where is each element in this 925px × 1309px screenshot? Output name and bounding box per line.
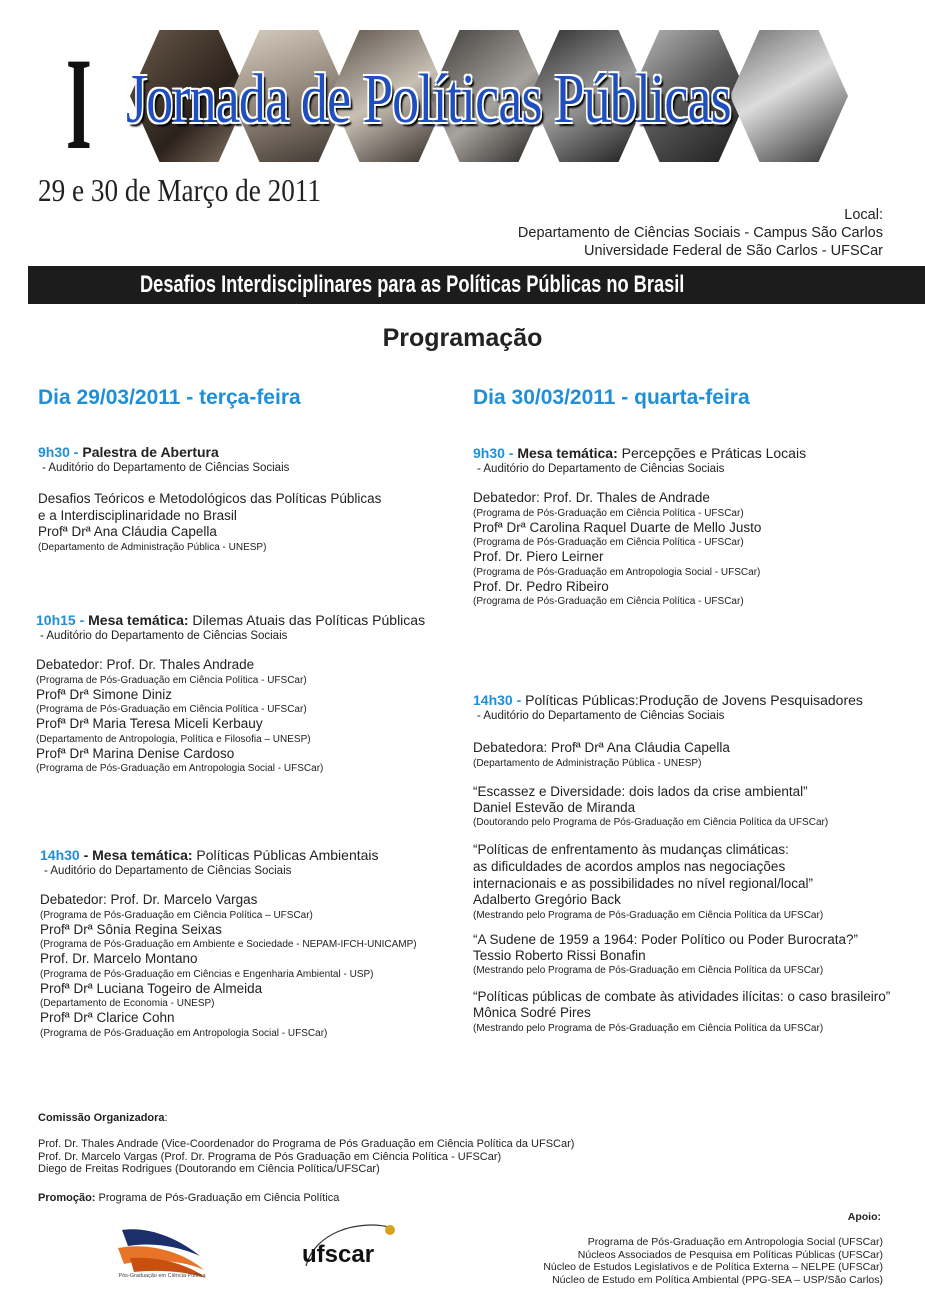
talk-author: Tessio Roberto Rissi Bonafin — [473, 947, 646, 963]
session-label: Mesa temática: — [517, 445, 618, 461]
support-heading: Apoio: — [847, 1211, 881, 1223]
venue-block — [518, 206, 883, 260]
program-heading: Programação — [382, 324, 543, 352]
participant-affiliation: (Programa de Pós-Graduação em Ciência Política - UFSCar) — [473, 537, 744, 548]
participant-affiliation: (Departamento de Economia - UNESP) — [40, 998, 215, 1009]
support-list — [543, 1236, 883, 1286]
talk-title: internacionais e as possibilidades no nível regional/local” — [473, 876, 813, 891]
session-location: - Auditório do Departamento de Ciências Sociais — [477, 710, 725, 722]
session-header — [473, 692, 903, 709]
edition-roman-numeral: I — [66, 30, 92, 177]
talk-title: “Políticas de enfrentamento às mudanças climáticas: — [473, 842, 789, 857]
day1-session-dilemas — [36, 612, 466, 775]
venue-line-1: Departamento de Ciências Sociais - Campus São Carlos — [517, 225, 883, 241]
talk-title: “Escassez e Diversidade: dois lados da crise ambiental” — [473, 783, 808, 799]
speaker-affiliation: (Departamento de Administração Pública - UNESP) — [38, 541, 267, 553]
participant-name: Prof. Dr. Piero Leirner — [473, 549, 604, 564]
day1-heading: Dia 29/03/2011 - terça-feira — [38, 386, 301, 409]
participant-name: Debatedor: Prof. Dr. Marcelo Vargas — [40, 892, 258, 907]
session-title: Políticas Públicas:Produção de Jovens Pesquisadores — [525, 692, 863, 708]
participant-affiliation: (Programa de Pós-Graduação em Ciência Política - UFSCar) — [473, 596, 744, 607]
support-item: Núcleo de Estudo em Política Ambiental (PPG-SEA – USP/São Carlos) — [552, 1273, 883, 1286]
ppgpol-logo — [108, 1212, 218, 1292]
session-title: Políticas Públicas Ambientais — [192, 847, 379, 863]
promotion-label: Promoção: — [38, 1192, 96, 1204]
session-label: Mesa temática: — [88, 612, 189, 628]
talk-author-affiliation: (Mestrando pelo Programa de Pós-Graduação em Ciência Política da UFSCar) — [473, 965, 824, 976]
session-location: - Auditório do Departamento de Ciências Sociais — [44, 865, 292, 877]
day1-session-opening — [38, 444, 468, 554]
lecture-title-line-1: Desafios Teóricos e Metodológicos das Políticas Públicas — [38, 491, 382, 506]
talk-author: Mônica Sodré Pires — [473, 1005, 591, 1020]
session-title: Palestra de Abertura — [82, 444, 219, 460]
support-item: Programa de Pós-Graduação em Antropologia Social (UFSCar) — [587, 1236, 883, 1248]
speaker-name: Profª Drª Ana Cláudia Capella — [38, 524, 217, 539]
participant-affiliation: (Programa de Pós-Graduação em Antropologia Social - UFSCar) — [473, 566, 761, 578]
portrait-7 — [730, 30, 848, 162]
participant-name: Profª Drª Carolina Raquel Duarte de Mello Justo — [473, 519, 762, 535]
talk-title: “Políticas públicas de combate às atividades ilícitas: o caso brasileiro” — [473, 989, 891, 1004]
participant-affiliation: (Programa de Pós-Graduação em Antropologia Social - UFSCar) — [36, 763, 324, 774]
session-label: - Mesa temática: — [79, 847, 193, 863]
session-location: - Auditório do Departamento de Ciências Sociais — [40, 630, 288, 642]
participant-name: Debatedor: Prof. Dr. Thales de Andrade — [473, 490, 710, 505]
event-title: Jornada de Políticas Públicas — [126, 61, 731, 138]
committee-heading — [38, 1112, 574, 1124]
talk-author-affiliation: (Mestrando pelo Programa de Pós-Graduação em Ciência Política da UFSCar) — [473, 909, 824, 921]
talk-title: as dificuldades de acordos amplos nas negociações — [473, 859, 786, 874]
participant-name: Debatedor: Prof. Dr. Thales Andrade — [36, 657, 255, 672]
session-header — [36, 612, 466, 629]
promotion-line — [38, 1192, 339, 1204]
session-time: 10h15 - — [36, 612, 89, 628]
talk-author: Adalberto Gregório Back — [473, 892, 621, 907]
ufscar-logo — [296, 1212, 406, 1284]
session-location: - Auditório do Departamento de Ciências Sociais — [477, 463, 725, 475]
participant-name: Profª Drª Luciana Togeiro de Almeida — [40, 980, 263, 996]
day1-session-ambientais — [40, 847, 470, 1040]
organizing-committee — [38, 1112, 574, 1176]
venue-line-2: Universidade Federal de São Carlos - UFSCar — [584, 243, 883, 259]
day2-session-jovens — [473, 692, 903, 1035]
session-location: - Auditório do Departamento de Ciências Sociais — [42, 462, 290, 474]
participant-affiliation: (Departamento de Antropologia, Política e Filosofia – UNESP) — [36, 733, 311, 745]
talk-author: Daniel Estevão de Miranda — [473, 799, 636, 815]
committee-member: Prof. Dr. Marcelo Vargas (Prof. Dr. Programa de Pós Graduação em Ciência Política - UFSCar) — [38, 1150, 502, 1163]
participant-affiliation: (Programa de Pós-Graduação em Ciência Política - UFSCar) — [473, 507, 744, 519]
committee-colon: : — [164, 1112, 168, 1124]
participant-affiliation: (Programa de Pós-Graduação em Antropologia Social - UFSCar) — [40, 1027, 328, 1039]
header-banner — [30, 20, 900, 177]
support-item: Núcleo de Estudos Legislativos e de Política Externa – NELPE (UFSCar) — [543, 1261, 883, 1273]
session-header — [473, 445, 903, 462]
session-header — [38, 444, 468, 461]
participant-name: Profª Drª Sônia Regina Seixas — [40, 921, 222, 937]
session-title: Dilemas Atuais das Políticas Públicas — [188, 612, 426, 628]
ppgpol-logo-caption: Pós-Graduação em Ciência Política — [118, 1273, 206, 1279]
session-time: 14h30 - — [473, 692, 526, 708]
participant-affiliation: (Programa de Pós-Graduação em Ciência Política – UFSCar) — [40, 909, 313, 921]
promotion-value: Programa de Pós-Graduação em Ciência Política — [95, 1192, 340, 1204]
session-time: 9h30 - — [38, 444, 83, 460]
ufscar-logo-text: ufscar — [302, 1241, 375, 1268]
participant-name: Profª Drª Clarice Cohn — [40, 1010, 175, 1025]
event-dates: 29 e 30 de Março de 2011 — [38, 172, 321, 208]
day2-session-percepcoes — [473, 445, 903, 608]
participant-affiliation: (Programa de Pós-Graduação em Ambiente e Sociedade - NEPAM-IFCH-UNICAMP) — [40, 939, 417, 950]
talk-title: “A Sudene de 1959 a 1964: Poder Político ou Poder Burocrata?” — [473, 931, 859, 947]
talk-author-affiliation: (Mestrando pelo Programa de Pós-Graduação em Ciência Política da UFSCar) — [473, 1022, 824, 1034]
session-header — [40, 847, 470, 864]
participant-affiliation: (Programa de Pós-Graduação em Ciências e Engenharia Ambiental - USP) — [40, 968, 374, 980]
session-time: 14h30 — [40, 847, 80, 863]
moderator-affiliation: (Departamento de Administração Pública - UNESP) — [473, 757, 702, 769]
logo-sun — [385, 1225, 395, 1235]
support-item: Núcleos Associados de Pesquisa em Políticas Públicas (UFSCar) — [577, 1248, 883, 1261]
participant-name: Prof. Dr. Marcelo Montano — [40, 951, 198, 966]
participant-affiliation: (Programa de Pós-Graduação em Ciência Política - UFSCar) — [36, 674, 307, 686]
session-title: Percepções e Práticas Locais — [617, 445, 807, 461]
day2-heading: Dia 30/03/2011 - quarta-feira — [473, 386, 750, 409]
event-subtitle: Desafios Interdisciplinares para as Políticas Públicas no Brasil — [140, 271, 685, 298]
committee-member: Prof. Dr. Thales Andrade (Vice-Coordenador do Programa de Pós Graduação em Ciência Política da UFSCar) — [38, 1138, 575, 1150]
participant-name: Profª Drª Simone Diniz — [36, 686, 173, 702]
committee-member: Diego de Freitas Rodrigues (Doutorando em Ciência Política/UFSCar) — [38, 1163, 380, 1175]
venue-label: Local: — [844, 207, 883, 223]
participant-affiliation: (Programa de Pós-Graduação em Ciência Política - UFSCar) — [36, 704, 307, 715]
participant-name: Profª Drª Maria Teresa Miceli Kerbauy — [36, 716, 263, 731]
participant-name: Prof. Dr. Pedro Ribeiro — [473, 578, 609, 594]
participant-name: Profª Drª Marina Denise Cardoso — [36, 745, 235, 761]
talk-author-affiliation: (Doutorando pelo Programa de Pós-Graduação em Ciência Política da UFSCar) — [473, 817, 829, 828]
session-time: 9h30 - — [473, 445, 518, 461]
moderator-name: Debatedora: Profª Drª Ana Cláudia Capella — [473, 740, 730, 755]
lecture-title-line-2: e a Interdisciplinaridade no Brasil — [38, 508, 237, 523]
committee-title: Comissão Organizadora — [38, 1112, 165, 1124]
